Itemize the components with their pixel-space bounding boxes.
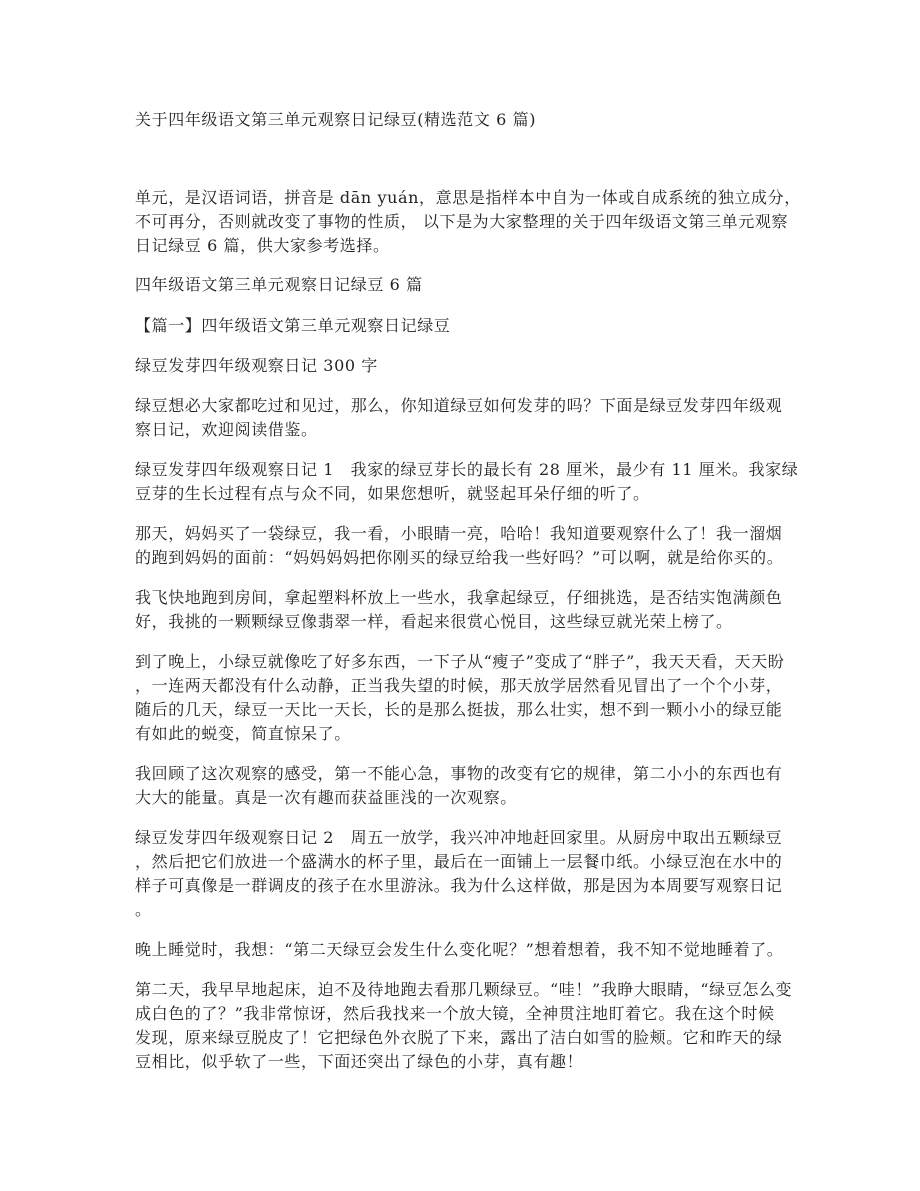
paragraph: [135, 458, 815, 506]
paragraph-line: 到了晚上，小绿豆就像吃了好多东西，一下子从“瘦子”变成了“胖子”，我天天看，天天盼: [135, 652, 785, 671]
paragraph-line: 绿豆想必大家都吃过和见过，那么，你知道绿豆如何发芽的吗？下面是绿豆发芽四年级观: [135, 396, 783, 415]
paragraph-line: 绿豆发芽四年级观察日记 1 我家的绿豆芽长的最长有 28 厘米，最少有 11 厘米。我家绿: [135, 460, 799, 479]
paragraph-line: 日记绿豆 6 篇，供大家参考选择。: [135, 236, 390, 255]
paragraph-line: 四年级语文第三单元观察日记绿豆 6 篇: [135, 275, 423, 294]
paragraph: [135, 586, 815, 634]
paragraph-line: 成白色的了？”我非常惊讶，然后我找来一个放大镜，全神贯注地盯着它。我在这个时候: [135, 1004, 775, 1023]
paragraph: [135, 273, 815, 297]
paragraph-line: 发现，原来绿豆脱皮了！它把绿色外衣脱了下来，露出了洁白如雪的脸颊。它和昨天的绿: [135, 1028, 783, 1047]
paragraph-line: 我回顾了这次观察的感受，第一不能心急，事物的改变有它的规律，第二小小的东西也有: [135, 764, 783, 783]
paragraph: [135, 186, 815, 258]
paragraph-line: 样子可真像是一群调皮的孩子在水里游泳。我为什么这样做，那是因为本周要写观察日记: [135, 876, 783, 895]
paragraph-line: 豆芽的生长过程有点与众不同，如果您想听，就竖起耳朵仔细的听了。: [135, 484, 650, 503]
paragraph: [135, 938, 815, 962]
paragraph-line: 单元，是汉语词语，拼音是 dān yuán，意思是指样本中自为一体或自成系统的独立成分，: [135, 188, 801, 207]
paragraph: [135, 522, 815, 570]
paragraph-line: 绿豆发芽四年级观察日记 2 周五一放学，我兴冲冲地赶回家里。从厨房中取出五颗绿豆: [135, 828, 783, 847]
paragraph-line: 豆相比，似乎软了一些，下面还突出了绿色的小芽，真有趣！: [135, 1052, 584, 1071]
paragraph-line: 有如此的蜕变，简直惊呆了。: [135, 724, 351, 743]
paragraph-line: 第二天，我早早地起床，迫不及待地跑去看那几颗绿豆。“哇！”我睁大眼睛，“绿豆怎么变: [135, 980, 793, 999]
paragraph-line: 晚上睡觉时，我想：“第二天绿豆会发生什么变化呢？”想着想着，我不知不觉地睡着了。: [135, 940, 784, 959]
paragraph-line: 察日记，欢迎阅读借鉴。: [135, 420, 318, 439]
paragraph: [135, 314, 815, 338]
paragraph-line: 绿豆发芽四年级观察日记 300 字: [135, 356, 378, 375]
paragraph-line: 的跑到妈妈的面前：“妈妈妈妈把你刚买的绿豆给我一些好吗？”可以啊，就是给你买的。: [135, 548, 784, 567]
title-text: 关于四年级语文第三单元观察日记绿豆(精选范文 6 篇): [135, 110, 537, 129]
paragraph-line: ，一连两天都没有什么动静，正当我失望的时候，那天放学居然看见冒出了一个个小芽，: [135, 676, 783, 695]
paragraph: [135, 762, 815, 810]
paragraph-line: ，然后把它们放进一个盛满水的杯子里，最后在一面铺上一层餐巾纸。小绿豆泡在水中的: [135, 852, 783, 871]
paragraph-line: 不可再分，否则就改变了事物的性质， 以下是为大家整理的关于四年级语文第三单元观察: [135, 212, 789, 231]
document-title: [135, 108, 815, 132]
paragraph-line: 。: [135, 900, 152, 919]
paragraph: [135, 354, 815, 378]
paragraph-line: 【篇一】四年级语文第三单元观察日记绿豆: [135, 316, 451, 335]
paragraph: [135, 826, 815, 922]
paragraph: [135, 650, 815, 746]
paragraph-line: 好，我挑的一颗颗绿豆像翡翠一样，看起来很赏心悦目，这些绿豆就光荣上榜了。: [135, 612, 733, 631]
paragraph: [135, 394, 815, 442]
paragraph-line: 那天，妈妈买了一袋绿豆，我一看，小眼睛一亮，哈哈！我知道要观察什么了！我一溜烟: [135, 524, 783, 543]
paragraph-line: 我飞快地跑到房间，拿起塑料杯放上一些水，我拿起绿豆，仔细挑选，是否结实饱满颜色: [135, 588, 783, 607]
paragraph-line: 随后的几天，绿豆一天比一天长，长的是那么挺拔，那么壮实，想不到一颗小小的绿豆能: [135, 700, 783, 719]
paragraph: [135, 978, 815, 1074]
paragraph-line: 大大的能量。真是一次有趣而获益匪浅的一次观察。: [135, 788, 517, 807]
